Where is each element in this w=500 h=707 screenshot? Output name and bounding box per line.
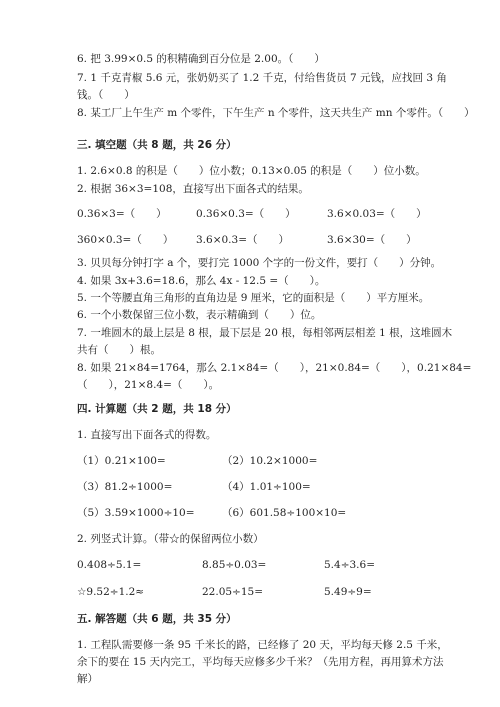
- section-title-calculation: 四. 计算题（共 2 题，共 18 分）: [77, 403, 237, 415]
- fill-q2-item: 360×0.3=（ ）: [77, 234, 174, 246]
- vertical-calc-item: 22.05÷15=: [202, 586, 264, 598]
- word-problem-1-line1: 1. 工程队需要修一条 95 千米长的路，已经修了 20 天，平均每天修 2.5 千米，: [77, 639, 448, 651]
- fill-question-5: 5. 一个等腰直角三角形的直角边是 9 厘米，它的面积是（ ）平方厘米。: [77, 292, 430, 304]
- fill-q2-item: 3.6×0.3=（ ）: [196, 234, 289, 246]
- fill-question-1: 1. 2.6×0.8 的积是（ ）位小数；0.13×0.05 的积是（ ）位小数。: [77, 165, 426, 177]
- fill-q2-item: 0.36×0.3=（ ）: [196, 208, 296, 220]
- calc-item: （1）0.21×100=: [77, 455, 166, 467]
- fill-question-8-line1: 8. 如果 21×84=1764，那么 2.1×84=（ ），21×0.84=（ ），0.21×84=: [77, 362, 472, 374]
- judge-question-7-line2: 钱。（ ）: [77, 89, 135, 101]
- fill-q2-item: 0.36×3=（ ）: [77, 208, 167, 220]
- word-problem-1-line3: 解）: [77, 673, 98, 685]
- calc-item: （4）1.01÷100=: [222, 481, 311, 493]
- fill-question-3: 3. 贝贝每分钟打字 a 个，要打完 1000 个字的一份文件，要打（ ）分钟。: [77, 257, 442, 269]
- calc-item: （3）81.2÷1000=: [77, 481, 173, 493]
- calc-item: （5）3.59×1000÷10=: [77, 507, 195, 519]
- judge-question-6: 6. 把 3.99×0.5 的积精确到百分位是 2.00。（ ）: [77, 53, 325, 65]
- fill-question-7-line1: 7. 一堆圆木的最上层是 8 根，最下层是 20 根，每相邻两层相差 1 根，这堆圆木: [77, 327, 453, 339]
- judge-question-7-line1: 7. 1 千克青椒 5.6 元，张奶奶买了 1.2 千克，付给售货员 7 元钱，应找回 3 角: [77, 72, 447, 84]
- vertical-calc-item: 8.85÷0.03=: [202, 559, 267, 571]
- section-title-word-problems: 五. 解答题（共 6 题，共 35 分）: [77, 613, 237, 625]
- fill-question-2: 2. 根据 36×3=108，直接写出下面各式的结果。: [77, 183, 309, 195]
- fill-question-6: 6. 一个小数保留三位小数，表示精确到（ ）位。: [77, 309, 322, 321]
- word-problem-1-line2: 余下的要在 15 天内完工，平均每天应修多少千米？（先用方程，再用算术方法: [77, 656, 444, 668]
- vertical-calc-item: ☆9.52÷1.2≈: [77, 586, 145, 598]
- calc-question-2: 2. 列竖式计算。（带☆的保留两位小数）: [77, 533, 264, 545]
- fill-question-7-line2: 共有（ ）根。: [77, 344, 161, 356]
- fill-question-4: 4. 如果 3x+3.6=18.6，那么 4x - 12.5 =（ ）。: [77, 275, 326, 287]
- fill-q2-item: 3.6×30=（ ）: [327, 234, 417, 246]
- fill-question-8-line2: （ ），21×8.4=（ ）。: [77, 379, 220, 391]
- section-title-fill-in: 三. 填空题（共 8 题，共 26 分）: [77, 139, 237, 151]
- fill-q2-item: 3.6×0.03=（ ）: [327, 208, 427, 220]
- judge-question-8: 8. 某工厂上午生产 m 个零件，下午生产 n 个零件，这天共生产 mn 个零件。（ ）: [77, 107, 475, 119]
- calc-item: （2）10.2×1000=: [222, 455, 318, 467]
- calc-item: （6）601.58÷100×10=: [222, 507, 347, 519]
- calc-question-1: 1. 直接写出下面各式的得数。: [77, 429, 217, 441]
- vertical-calc-item: 0.408÷5.1=: [77, 559, 142, 571]
- vertical-calc-item: 5.4÷3.6=: [324, 559, 375, 571]
- vertical-calc-item: 5.49÷9=: [324, 586, 372, 598]
